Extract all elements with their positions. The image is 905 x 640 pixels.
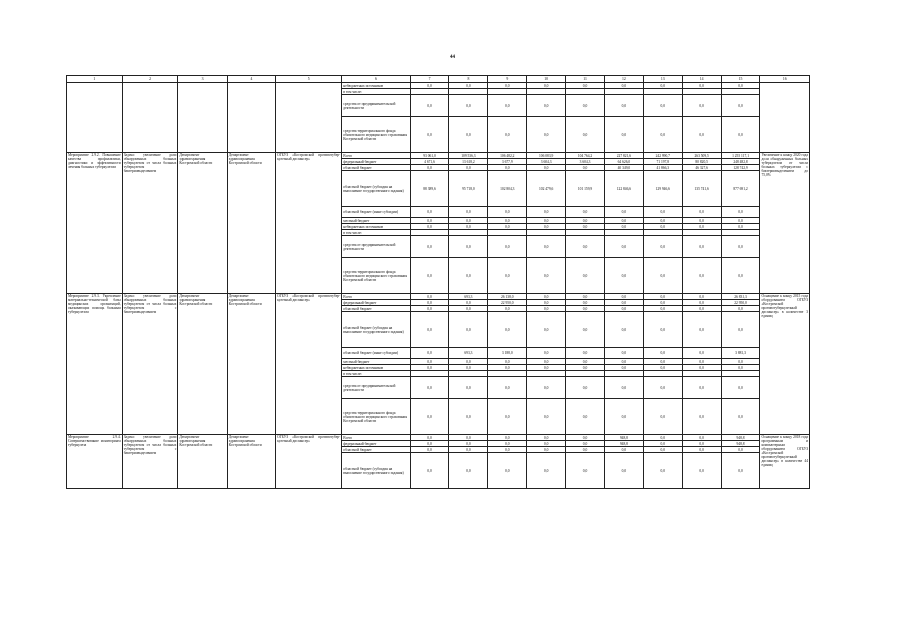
funding-source-label: федеральный бюджет [342, 159, 410, 165]
value-cell: 4 671,6 [410, 159, 449, 165]
value-cell: 0,0 [721, 117, 760, 153]
value-cell: 0,0 [643, 300, 682, 306]
value-cell: 948,8 [604, 441, 643, 447]
task-cell [122, 83, 178, 153]
value-cell: 0,0 [643, 447, 682, 453]
value-cell: 88 389,6 [410, 171, 449, 207]
value-cell: 0,0 [682, 218, 721, 224]
value-cell: 0,0 [643, 365, 682, 371]
value-cell: 0,0 [410, 294, 449, 300]
column-header: 1 [67, 76, 123, 83]
value-cell: 0,0 [566, 218, 605, 224]
value-cell: 0,0 [643, 377, 682, 399]
value-cell: 13 618,2 [449, 159, 488, 165]
value-cell: 0,0 [643, 218, 682, 224]
value-cell: 0,0 [604, 207, 643, 218]
column-header: 6 [342, 76, 410, 83]
value-cell: 0,0 [410, 312, 449, 348]
value-cell: 0,0 [566, 453, 605, 489]
value-cell: 0,0 [410, 377, 449, 399]
value-cell: 0,0 [527, 399, 566, 435]
value-cell: 0,0 [410, 399, 449, 435]
value-cell: 0,0 [721, 365, 760, 371]
page-number: 44 [450, 55, 455, 60]
funding-source-label: областной бюджет [342, 165, 410, 171]
funding-source-label: небюджетных источников [342, 365, 410, 371]
value-cell: 0,0 [682, 365, 721, 371]
value-cell: 0,0 [566, 207, 605, 218]
funding-source-label: областной бюджет [342, 306, 410, 312]
value-cell: 0,0 [643, 306, 682, 312]
value-cell: 0,0 [449, 306, 488, 312]
value-cell: 0,0 [566, 312, 605, 348]
value-cell: 693,3 [449, 294, 488, 300]
value-cell: 0,0 [643, 95, 682, 117]
column-header-row [67, 76, 810, 83]
value-cell: 0,0 [488, 218, 527, 224]
value-cell: 128 742,9 [721, 165, 760, 171]
value-cell: 0,0 [721, 399, 760, 435]
value-cell: 0,0 [682, 312, 721, 348]
value-cell: 0,0 [527, 236, 566, 258]
value-cell: 227 821,6 [604, 153, 643, 159]
value-cell: 0,0 [604, 224, 643, 230]
value-cell: 0,0 [449, 359, 488, 365]
budget-table [66, 75, 810, 489]
funding-source-label: небюджетных источников [342, 224, 410, 230]
value-cell: 0,0 [566, 377, 605, 399]
value-cell: 0,0 [566, 348, 605, 359]
value-cell: 0,0 [721, 207, 760, 218]
column-header: 14 [682, 76, 721, 83]
value-cell: 46 327,6 [682, 165, 721, 171]
funding-source-label: в том числе: [342, 89, 410, 95]
value-cell: 0,0 [488, 258, 527, 294]
value-cell: 0,0 [527, 165, 566, 171]
value-cell: 0,0 [410, 218, 449, 224]
value-cell: 0,0 [449, 312, 488, 348]
value-cell: 40 349,0 [604, 165, 643, 171]
value-cell: 0,0 [566, 306, 605, 312]
value-cell: 0,0 [410, 447, 449, 453]
value-cell: 0,0 [527, 218, 566, 224]
funding-source-label: средства территориального фонда обязательного медицинского страхования Костромской области [342, 117, 410, 153]
column-header: 13 [643, 76, 682, 83]
column-header: 8 [449, 76, 488, 83]
value-cell: 0,0 [488, 207, 527, 218]
value-cell: 3 604,3 [566, 159, 605, 165]
result-cell: Оснащение к концу 2015 года оборудованием ОГБУЗ «Костромской противотуберкулезный диспансер» в количестве 3 единиц [760, 294, 810, 435]
executor-cell: Департамент здравоохранения Костромской области [178, 294, 227, 435]
funding-source-label: Всего [342, 435, 410, 441]
value-cell: 0,0 [449, 300, 488, 306]
value-cell: 3 188,0 [488, 348, 527, 359]
column-header: 11 [566, 76, 605, 83]
value-cell: 0,0 [488, 399, 527, 435]
value-cell: 0,0 [488, 117, 527, 153]
value-cell: 0,0 [643, 359, 682, 365]
funding-source-label: средства от предпринимательской деятельности [342, 377, 410, 399]
value-cell: 0,0 [410, 435, 449, 441]
value-cell: 0,0 [721, 453, 760, 489]
value-cell: 0,0 [721, 224, 760, 230]
value-cell: 0,0 [604, 236, 643, 258]
value-cell: 0,0 [604, 312, 643, 348]
value-cell: 0,0 [449, 447, 488, 453]
value-cell: 0,0 [527, 312, 566, 348]
funding-source-label: средства от предпринимательской деятельности [342, 236, 410, 258]
value-cell: 0,0 [721, 258, 760, 294]
value-cell: 0,0 [449, 453, 488, 489]
value-cell: 0,0 [682, 294, 721, 300]
value-cell: 0,0 [488, 312, 527, 348]
value-cell: 0,0 [604, 453, 643, 489]
value-cell: 0,0 [721, 377, 760, 399]
value-cell: 0,0 [527, 365, 566, 371]
value-cell: 0,0 [527, 224, 566, 230]
value-cell: 0,0 [566, 83, 605, 89]
column-header: 10 [527, 76, 566, 83]
funding-source-label: Всего [342, 153, 410, 159]
value-cell: 0,0 [643, 117, 682, 153]
value-cell: 0,0 [682, 377, 721, 399]
value-cell: 0,0 [527, 117, 566, 153]
value-cell: 0,0 [566, 236, 605, 258]
value-cell: 0,0 [488, 83, 527, 89]
value-cell: 0,0 [682, 435, 721, 441]
value-cell: 0,0 [527, 447, 566, 453]
value-cell: 0,0 [488, 359, 527, 365]
value-cell: 0,0 [488, 165, 527, 171]
value-cell: 0,0 [604, 306, 643, 312]
recipient-cell: ОГБУЗ «Костромской противотубер-кулезный диспансер» [276, 153, 342, 294]
value-cell: 106 482,2 [488, 153, 527, 159]
value-cell: 0,0 [527, 294, 566, 300]
value-cell: 877 691,2 [721, 171, 760, 207]
value-cell: 104 764,2 [566, 153, 605, 159]
funding-source-label: местный бюджет [342, 359, 410, 365]
value-cell: 109 536,3 [449, 153, 488, 159]
value-cell: 22 950,0 [721, 300, 760, 306]
funding-source-label: областной бюджет (субсидия на выполнение государственного задания) [342, 171, 410, 207]
value-cell: 102 479,6 [527, 171, 566, 207]
value-cell: 0,0 [410, 300, 449, 306]
value-cell: 0,0 [604, 258, 643, 294]
value-cell: 0,0 [410, 207, 449, 218]
funding-source-label: областной бюджет (иные субсидии) [342, 348, 410, 359]
value-cell: 0,0 [449, 377, 488, 399]
value-cell: 0,0 [604, 359, 643, 365]
value-cell: 0,0 [604, 218, 643, 224]
value-cell: 0,0 [410, 365, 449, 371]
value-cell: 0,0 [488, 306, 527, 312]
value-cell: 0,0 [682, 95, 721, 117]
value-cell: 0,0 [449, 224, 488, 230]
value-cell: 0,0 [488, 441, 527, 447]
value-cell: 101 159,9 [566, 171, 605, 207]
customer-cell [227, 83, 275, 153]
funding-source-label: средства территориального фонда обязательного медицинского страхования Костромской области [342, 258, 410, 294]
executor-cell: Департамент здравоохранения Костромской области [178, 153, 227, 294]
value-cell: 0,0 [604, 399, 643, 435]
value-cell: 41 866,3 [643, 165, 682, 171]
value-cell: 0,0 [488, 236, 527, 258]
value-cell: 948,8 [721, 441, 760, 447]
value-cell: 0,0 [527, 258, 566, 294]
value-cell: 0,0 [643, 453, 682, 489]
value-cell: 3 604,3 [527, 159, 566, 165]
value-cell: 0,0 [721, 83, 760, 89]
executor-cell: Департамент здравоохранения Костромской области [178, 435, 227, 489]
funding-source-label: областной бюджет (иные субсидии) [342, 207, 410, 218]
value-cell: 3 881,3 [721, 348, 760, 359]
value-cell: 0,0 [682, 207, 721, 218]
value-cell: 0,0 [566, 294, 605, 300]
value-cell: 0,0 [721, 218, 760, 224]
column-header: 9 [488, 76, 527, 83]
value-cell: 0,0 [643, 294, 682, 300]
value-cell: 0,0 [449, 83, 488, 89]
value-cell: 0,0 [682, 83, 721, 89]
value-cell: 0,0 [682, 306, 721, 312]
customer-cell: Департамент здравоохранения Костромской области [227, 435, 275, 489]
value-cell: 0,0 [488, 95, 527, 117]
value-cell: 0,0 [566, 447, 605, 453]
value-cell: 129 946,6 [643, 171, 682, 207]
value-cell: 0,0 [643, 348, 682, 359]
column-header: 2 [122, 76, 178, 83]
value-cell: 248 482,8 [721, 159, 760, 165]
value-cell: 0,0 [566, 435, 605, 441]
value-cell: 0,0 [604, 377, 643, 399]
value-cell: 0,0 [410, 83, 449, 89]
value-cell: 0,0 [604, 300, 643, 306]
value-cell: 0,0 [566, 165, 605, 171]
funding-source-label: в том числе: [342, 371, 410, 377]
funding-source-label: федеральный бюджет [342, 300, 410, 306]
value-cell: 0,0 [682, 236, 721, 258]
value-cell: 95 718,0 [449, 171, 488, 207]
value-cell: 0,0 [488, 377, 527, 399]
value-cell: 1 255 117,1 [721, 153, 760, 159]
column-header: 4 [227, 76, 275, 83]
value-cell: 106 083,9 [527, 153, 566, 159]
value-cell: 80 820,5 [682, 159, 721, 165]
value-cell: 0,0 [527, 435, 566, 441]
value-cell: 0,0 [682, 117, 721, 153]
value-cell: 0,0 [682, 447, 721, 453]
value-cell: 0,0 [449, 441, 488, 447]
value-cell: 0,0 [566, 95, 605, 117]
value-cell: 71 197,8 [643, 159, 682, 165]
value-cell: 3 677,9 [488, 159, 527, 165]
value-cell: 0,0 [643, 441, 682, 447]
value-cell: 0,0 [488, 365, 527, 371]
value-cell: 0,0 [643, 236, 682, 258]
task-cell: Задача: увеличение доли обнаруженных больных туберкулезом от числа больных туберкулезом бактериовыделением [122, 153, 178, 294]
value-cell: 0,0 [527, 377, 566, 399]
value-cell: 0,0 [566, 117, 605, 153]
value-cell: 0,0 [410, 306, 449, 312]
value-cell: 0,0 [527, 207, 566, 218]
value-cell: 0,0 [566, 399, 605, 435]
value-cell: 135 741,6 [682, 171, 721, 207]
value-cell: 0,0 [604, 83, 643, 89]
value-cell: 0,0 [527, 95, 566, 117]
value-cell: 0,0 [527, 359, 566, 365]
funding-source-label: средства от предпринимательской деятельности [342, 95, 410, 117]
value-cell: 948,8 [721, 435, 760, 441]
value-cell: 0,0 [527, 83, 566, 89]
recipient-cell: ОГБУЗ «Костромской противотубер-кулезный диспансер» [276, 435, 342, 489]
value-cell: 0,0 [643, 207, 682, 218]
column-header: 3 [178, 76, 227, 83]
value-cell: 0,0 [566, 441, 605, 447]
value-cell: 0,0 [410, 348, 449, 359]
value-cell: 0,0 [721, 95, 760, 117]
value-cell: 0,0 [682, 359, 721, 365]
value-cell: 0,0 [488, 224, 527, 230]
value-cell: 693,3 [449, 348, 488, 359]
value-cell: 0,0 [449, 236, 488, 258]
funding-source-label: областной бюджет (субсидия на выполнение государственного задания) [342, 312, 410, 348]
customer-cell: Департамент здравоохранения Костромской области [227, 294, 275, 435]
value-cell: 0,0 [604, 348, 643, 359]
value-cell: 0,0 [449, 365, 488, 371]
value-cell: 26 831,3 [721, 294, 760, 300]
value-cell: 242 990,7 [643, 153, 682, 159]
value-cell: 0,0 [527, 348, 566, 359]
value-cell: 0,0 [449, 165, 488, 171]
value-cell: 0,0 [449, 258, 488, 294]
column-header: 15 [721, 76, 760, 83]
value-cell: 22 950,0 [488, 300, 527, 306]
value-cell: 0,0 [449, 435, 488, 441]
value-cell: 0,0 [604, 117, 643, 153]
executor-cell [178, 83, 227, 153]
value-cell: 0,0 [410, 95, 449, 117]
value-cell: 0,0 [604, 95, 643, 117]
value-cell: 0,0 [410, 258, 449, 294]
recipient-cell: ОГБУЗ «Костромской противотубер-кулезный диспансер» [276, 294, 342, 435]
value-cell: 0,0 [721, 447, 760, 453]
value-cell: 0,0 [721, 312, 760, 348]
value-cell: 0,0 [488, 447, 527, 453]
funding-source-label: областной бюджет [342, 447, 410, 453]
value-cell: 0,0 [682, 300, 721, 306]
value-cell: 0,0 [449, 399, 488, 435]
recipient-cell [276, 83, 342, 153]
value-cell: 263 509,5 [682, 153, 721, 159]
value-cell: 0,0 [604, 294, 643, 300]
value-cell: 0,0 [410, 117, 449, 153]
value-cell: 0,0 [410, 236, 449, 258]
column-header: 12 [604, 76, 643, 83]
value-cell: 0,0 [527, 306, 566, 312]
value-cell: 0,0 [527, 441, 566, 447]
value-cell: 122 846,6 [604, 171, 643, 207]
task-cell: Задача: увеличение доли обнаруженных больных туберкулезом от числа больных туберкулезом с бактериовыделением [122, 294, 178, 435]
value-cell: 0,0 [449, 95, 488, 117]
value-cell: 0,0 [682, 224, 721, 230]
value-cell: 948,8 [604, 435, 643, 441]
value-cell: 0,0 [410, 441, 449, 447]
value-cell: 0,0 [643, 399, 682, 435]
column-header: 5 [276, 76, 342, 83]
value-cell: 0,0 [410, 224, 449, 230]
value-cell: 0,0 [643, 224, 682, 230]
value-cell: 0,0 [566, 258, 605, 294]
measure-cell: Мероприятие 2.9.3. Укрепление материально-технической базы медицинских организаций, оказывающих помощь больным туберкулезом [67, 294, 123, 435]
value-cell: 0,0 [682, 441, 721, 447]
funding-source-label: федеральный бюджет [342, 441, 410, 447]
value-cell: 0,0 [566, 365, 605, 371]
value-cell: 93 061,0 [410, 153, 449, 159]
value-cell: 0,0 [527, 453, 566, 489]
measure-cell: Мероприятие 2.9.2. Повышение качества профилактики, диагностики и эффективности лечения больных туберкулезом [67, 153, 123, 294]
value-cell: 0,0 [682, 453, 721, 489]
value-cell: 0,0 [410, 359, 449, 365]
result-cell [760, 83, 810, 153]
value-cell: 0,0 [643, 312, 682, 348]
result-cell: Увеличение к концу 2020 года доли обнаруженных больных туберкулезом от числа больных туберкулезом с бактериовыделением до 75,0% [760, 153, 810, 294]
column-header: 16 [760, 76, 810, 83]
value-cell: 0,0 [566, 300, 605, 306]
value-cell: 0,0 [682, 399, 721, 435]
value-cell: 0,0 [410, 453, 449, 489]
customer-cell: Департамент здравоохранения Костромской области [227, 153, 275, 294]
value-cell: 64 626,0 [604, 159, 643, 165]
value-cell: 0,0 [449, 218, 488, 224]
value-cell: 0,0 [566, 224, 605, 230]
value-cell: 0,0 [721, 306, 760, 312]
value-cell: 0,0 [449, 117, 488, 153]
funding-source-label: средства территориального фонда обязательного медицинского страхования Костромской области [342, 399, 410, 435]
value-cell: 0,0 [682, 258, 721, 294]
funding-source-label: местный бюджет [342, 218, 410, 224]
value-cell: 0,0 [643, 435, 682, 441]
value-cell: 0,0 [604, 365, 643, 371]
funding-source-label: Всего [342, 294, 410, 300]
result-cell: Оснащение к концу 2018 года программным и компьютерным оборудованием ОГБУЗ «Костромской противотуберкулезный диспансер» в количестве 44 единиц [760, 435, 810, 489]
value-cell: 0,0 [682, 348, 721, 359]
measure-cell: Мероприятие 2.9.4. Совершенствование мониторинга туберкулеза [67, 435, 123, 489]
value-cell: 0,0 [643, 258, 682, 294]
value-cell: 0,0 [488, 435, 527, 441]
funding-source-label: в том числе: [342, 230, 410, 236]
value-cell: 0,0 [449, 207, 488, 218]
funding-source-label: областной бюджет (субсидия на выполнение государственного задания) [342, 453, 410, 489]
value-cell: 0,0 [527, 300, 566, 306]
value-cell: 102 804,3 [488, 171, 527, 207]
column-header: 7 [410, 76, 449, 83]
funding-source-label: небюджетных источников [342, 83, 410, 89]
value-cell: 0,0 [721, 359, 760, 365]
value-cell: 0,0 [721, 236, 760, 258]
value-cell: 0,0 [604, 447, 643, 453]
value-cell: 0,0 [643, 83, 682, 89]
measure-cell [67, 83, 123, 153]
value-cell: 0,0 [410, 165, 449, 171]
task-cell: Задача: увеличение доли обнаруженных больных туберкулезом от числа больных туберкулезом с бактериовыделением [122, 435, 178, 489]
value-cell: 26 138,0 [488, 294, 527, 300]
value-cell: 0,0 [488, 453, 527, 489]
value-cell: 0,0 [566, 359, 605, 365]
